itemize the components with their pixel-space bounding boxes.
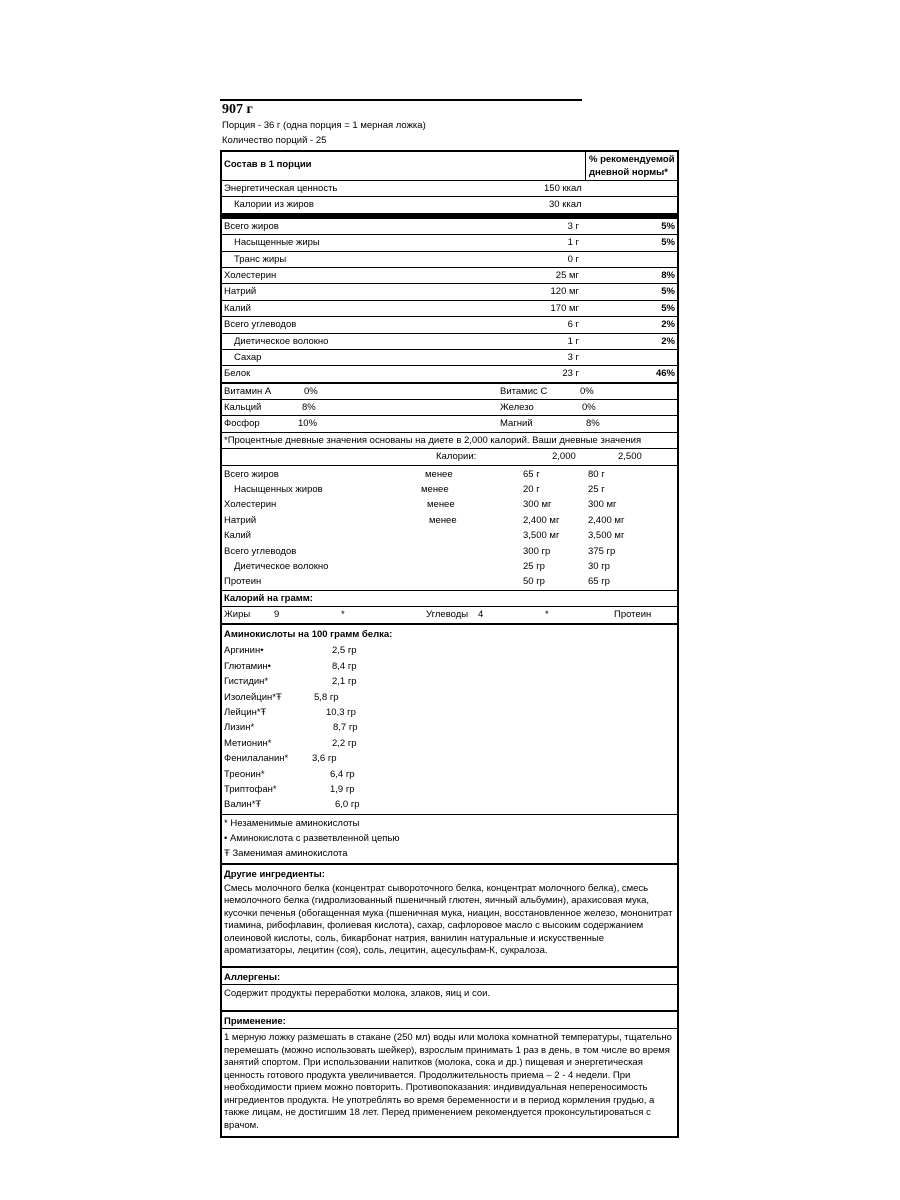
dv-row (222, 497, 677, 512)
vitamin-value: 8% (302, 402, 316, 414)
dv-2500: 80 г (588, 468, 605, 480)
amino-name: Лейцин*Ŧ (224, 706, 267, 718)
vitamin-value: 0% (582, 402, 596, 414)
nutrient-label: Холестерин (224, 269, 277, 281)
nutrient-row (222, 350, 677, 366)
vitamin-label: Железо (500, 402, 534, 414)
amino-row (222, 643, 677, 658)
nutrient-value: 0 г (567, 253, 579, 265)
dv-2000: 300 гр (523, 545, 551, 557)
dv-label: Натрий (224, 514, 257, 526)
amino-value: 2,1 гр (332, 676, 357, 688)
nutrient-value: 170 мг (550, 302, 579, 314)
nutrient-row (222, 334, 677, 350)
amino-title: Аминокислоты на 100 грамм белка: (224, 629, 393, 641)
cal-per-gram-title-text: Калорий на грамм: (224, 593, 313, 605)
vitamin-row (222, 400, 677, 416)
calories-2500: 2,500 (618, 451, 642, 463)
separator: * (545, 609, 549, 621)
fat-calories-value: 30 ккал (549, 199, 582, 211)
amino-name: Изолейцин*Ŧ (224, 691, 282, 703)
dv-header (585, 152, 677, 180)
vitamin-label: Кальций (224, 402, 262, 414)
amino-name: Глютамин• (224, 660, 272, 672)
amino-value: 8,7 гр (333, 722, 358, 734)
dv-2500: 25 г (588, 484, 605, 496)
composition-table (220, 150, 679, 1138)
amino-row (222, 767, 677, 782)
dv-2500: 375 гр (588, 545, 616, 557)
dv-cond: менее (429, 514, 457, 526)
nutrient-dv: 8% (661, 269, 675, 281)
vitamin-value: 0% (304, 385, 318, 397)
legend-nonessential: Ŧ Заменимая аминокислота (224, 848, 348, 860)
nutrient-value: 25 мг (555, 269, 579, 281)
composition-header (222, 152, 677, 181)
fat-label: Жиры (224, 609, 251, 621)
allergens-section (222, 968, 677, 1013)
nutrient-label: Диетическое волокно (234, 335, 329, 347)
dv-2000: 300 мг (523, 499, 552, 511)
dv-row (222, 467, 677, 482)
nutrient-row (222, 268, 677, 284)
nutrient-dv: 2% (661, 335, 675, 347)
legend-item (222, 816, 677, 831)
dv-2000: 25 гр (523, 560, 545, 572)
vitamin-row (222, 416, 677, 432)
dv-row (222, 544, 677, 559)
dv-2500: 300 мг (588, 499, 617, 511)
dv-header-line1: % рекомендуемой (589, 154, 675, 165)
nutrient-row (222, 235, 677, 251)
dv-note-text: *Процентные дневные значения основаны на диете в 2,000 калорий. Ваши дневные значения (224, 434, 642, 446)
dv-label: Насыщенных жиров (234, 484, 323, 496)
dv-note (222, 433, 677, 449)
ingredients-title: Другие ингредиенты: (224, 868, 325, 880)
nutrient-value: 23 г (562, 368, 579, 380)
vitamin-label: Магний (500, 418, 533, 430)
amino-value: 6,0 гр (335, 799, 360, 811)
calories-2000: 2,000 (552, 451, 576, 463)
dv-row (222, 528, 677, 543)
amino-name: Аргинин• (224, 645, 264, 657)
nutrient-row (222, 284, 677, 300)
net-weight: 907 г (222, 102, 253, 117)
vitamin-value: 8% (586, 418, 600, 430)
nutrient-dv: 2% (661, 319, 675, 331)
dv-2000: 65 г (523, 468, 540, 480)
nutrient-label: Транс жиры (234, 253, 287, 265)
amino-row (222, 736, 677, 751)
dv-label: Всего углеводов (224, 545, 297, 557)
nutrient-row (222, 317, 677, 333)
dv-2000: 50 гр (523, 576, 545, 588)
vitamin-label: Витамис С (500, 385, 548, 397)
amino-row (222, 690, 677, 705)
amino-row (222, 751, 677, 766)
dv-row (222, 482, 677, 497)
calories-row (222, 449, 677, 465)
amino-name: Триптофан* (224, 783, 277, 795)
dv-2500: 3,500 мг (588, 530, 625, 542)
energy-value: 150 ккал (544, 183, 582, 194)
amino-value: 8,4 гр (332, 660, 357, 672)
amino-name: Лизин* (224, 722, 255, 734)
amino-name: Метионин* (224, 737, 272, 749)
cal-per-gram-row (222, 607, 677, 625)
serving-size: Порция - 36 г (одна порция = 1 мерная ложка) (222, 120, 426, 131)
amino-row (222, 797, 677, 812)
carb-value: 4 (478, 609, 484, 621)
dv-2000: 3,500 мг (523, 530, 560, 542)
nutrient-value: 1 г (567, 335, 579, 347)
amino-value: 6,4 гр (330, 768, 355, 780)
nutrient-label: Сахар (234, 351, 262, 363)
fat-calories-row (222, 197, 677, 218)
nutrient-value: 3 г (567, 220, 579, 232)
dv-label: Калий (224, 530, 251, 542)
amino-name: Фенилаланин* (224, 753, 289, 765)
amino-value: 3,6 гр (312, 753, 337, 765)
amino-row (222, 782, 677, 797)
dv-label: Холестерин (224, 499, 277, 511)
fat-value: 9 (274, 609, 280, 621)
amino-value: 2,5 гр (332, 645, 357, 657)
ingredients-text: Смесь молочного белка (концентрат сывороточного белка, концентрат молочного белка), смесь немолочного белка (гидролизованный пшеничный глютен, яичный альбумин), арахисовая мука, кусочки печенья (обогащенная мука (пшеничная мука, ниацин, восстановленное железо, мононитрат тиамина, рибофлавин, фолиевая кислота), сахар, сафлоровое масло с высоким содержанием олеиновой кислоты, соль, бикарбонат натрия, ванилин натуральные и искусственные ароматизаторы, лецитин (соя), соль, лецитин, ацесульфам-К, сукралоза. (224, 882, 673, 957)
legend-item (222, 831, 677, 846)
servings-count: Количество порций - 25 (222, 135, 327, 146)
usage-text: 1 мерную ложку размешать в стакане (250 мл) воды или молока комнатной температуры, тщательно перемешать (можно использовать шейкер), взрослым принимать 1 раз в день, в том числе во время занятий спортом. При использовании напитков (молока, сока и др.) пищевая и энергетическая ценность готового продукта увеличивается. Продолжительность приема – 2 - 4 недели. При необходимости прием можно повторить. Противопоказания: индивидуальная непереносимость ингредиентов продукта. Не употреблять во время беременности и в период кормления грудью, а также лицам, не достигшим 18 лет. Перед применением рекомендуется проконсультироваться с врачом. (224, 1032, 672, 1131)
dv-row (222, 574, 677, 591)
allergens-text: Содержит продукты переработки молока, злаков, яиц и сои. (224, 987, 491, 999)
dv-label: Протеин (224, 576, 262, 588)
nutrient-row (222, 366, 677, 383)
nutrient-label: Всего жиров (224, 220, 279, 232)
composition-title: Состав в 1 порции (224, 159, 312, 170)
calories-label: Калории: (436, 451, 477, 463)
amino-name: Треонин* (224, 768, 265, 780)
amino-row (222, 674, 677, 689)
nutrient-row (222, 219, 677, 235)
dv-label: Диетическое волокно (234, 560, 329, 572)
vitamin-label: Витамин А (224, 385, 272, 397)
dv-row (222, 513, 677, 528)
nutrient-dv: 5% (661, 237, 675, 249)
amino-name: Валин*Ŧ (224, 799, 262, 811)
amino-value: 10,3 гр (326, 706, 356, 718)
separator: * (341, 609, 345, 621)
nutrient-value: 6 г (567, 319, 579, 331)
amino-value: 2,2 гр (332, 737, 357, 749)
vitamin-value: 0% (580, 385, 594, 397)
energy-row (222, 181, 677, 197)
legend-bcaa: • Аминокислота с разветвленной цепью (224, 833, 400, 845)
nutrient-dv: 5% (661, 220, 675, 232)
usage-section (220, 1012, 679, 1138)
nutrient-dv: 46% (655, 368, 675, 380)
amino-row (222, 720, 677, 735)
energy-label: Энергетическая ценность (224, 183, 338, 194)
allergens-title: Аллергены: (222, 971, 677, 985)
amino-name: Гистидин* (224, 676, 269, 688)
dv-2500: 30 гр (588, 560, 610, 572)
vitamin-value: 10% (298, 418, 318, 430)
dv-cond: менее (427, 499, 455, 511)
amino-row (222, 659, 677, 674)
amino-section (222, 625, 677, 814)
amino-list (222, 641, 677, 813)
amino-row (222, 705, 677, 720)
dv-label: Всего жиров (224, 468, 279, 480)
fat-calories-label: Калории из жиров (234, 199, 314, 211)
dv-2000: 2,400 мг (523, 514, 560, 526)
usage-title: Применение: (222, 1015, 677, 1029)
carb-label: Углеводы (426, 609, 469, 621)
protein-label: Протеин (614, 609, 652, 621)
vitamin-row (222, 384, 677, 400)
dv-cond: менее (421, 484, 449, 496)
nutrient-value: 3 г (567, 351, 579, 363)
daily-values-grid (222, 466, 677, 592)
nutrient-label: Натрий (224, 286, 257, 298)
nutrient-row (222, 252, 677, 268)
legend-essential: * Незаменимые аминокислоты (224, 817, 360, 829)
nutrient-row (222, 301, 677, 317)
amino-value: 5,8 гр (314, 691, 339, 703)
dv-cond: менее (425, 468, 453, 480)
amino-value: 1,9 гр (330, 783, 355, 795)
nutrient-value: 120 мг (550, 286, 579, 298)
amino-legend (222, 815, 677, 865)
dv-header-line2: дневной нормы* (589, 167, 668, 178)
nutrient-label: Насыщенные жиры (234, 237, 320, 249)
dv-2500: 65 гр (588, 576, 610, 588)
dv-row (222, 559, 677, 574)
nutrition-label (220, 99, 679, 1138)
nutrient-label: Белок (224, 368, 251, 380)
nutrient-label: Всего углеводов (224, 319, 297, 331)
cal-per-gram-title (222, 591, 677, 607)
legend-item (222, 846, 677, 861)
nutrient-dv: 5% (661, 302, 675, 314)
dv-2500: 2,400 мг (588, 514, 625, 526)
nutrient-label: Калий (224, 302, 251, 314)
vitamin-label: Фосфор (224, 418, 260, 430)
nutrient-value: 1 г (567, 237, 579, 249)
nutrient-dv: 5% (661, 286, 675, 298)
dv-2000: 20 г (523, 484, 540, 496)
ingredients-section (222, 865, 677, 968)
